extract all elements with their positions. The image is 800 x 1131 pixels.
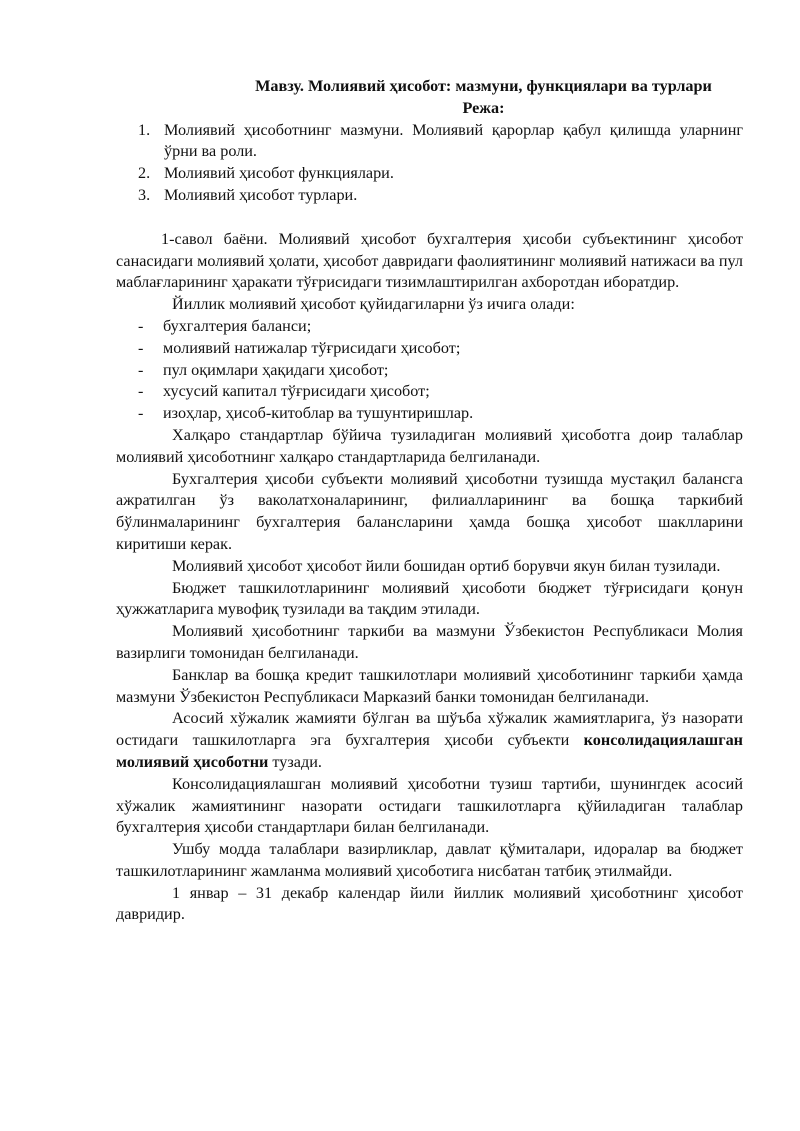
plan-item-text: Молиявий ҳисобот турлари. — [164, 185, 358, 204]
paragraph-annual-report-intro: Йиллик молиявий ҳисобот қуйидагиларни ўз ичига олади: — [172, 295, 575, 314]
paragraph: Халқаро стандартлар бўйича тузиладиган молиявий ҳисоботга доир талаблар молиявий ҳисоботнинг халқаро стандартларида белгиланади. — [116, 425, 743, 466]
annual-report-components-list — [116, 316, 743, 425]
paragraph: Молиявий ҳисобот ҳисобот йили бошидан ортиб борувчи якун билан тузилади. — [172, 556, 721, 575]
plan-heading: Режа: — [462, 98, 505, 117]
list-item — [116, 360, 743, 382]
list-item-text: бухгалтерия баланси; — [163, 316, 312, 335]
list-item-text: молиявий натижалар тўғрисидаги ҳисобот; — [163, 338, 461, 357]
list-item-text: изоҳлар, ҳисоб-китоблар ва тушунтиришлар. — [163, 404, 474, 423]
paragraph: Банклар ва бошқа кредит ташкилотлари молиявий ҳисоботининг таркиби ҳамда мазмуни Ўзбекистон Республикаси Марказий банки томонидан белгиланади. — [116, 665, 743, 706]
list-item — [116, 381, 743, 403]
plan-item — [116, 163, 743, 185]
plan-item-number: 1. — [138, 120, 151, 139]
list-item — [116, 403, 743, 425]
plan-item-number: 3. — [138, 185, 151, 204]
plan-item-text: Молиявий ҳисобот функциялари. — [164, 164, 394, 183]
list-item-text: хусусий капитал тўғрисидаги ҳисобот; — [163, 382, 430, 401]
list-item-text: пул оқимлари ҳақидаги ҳисобот; — [163, 360, 389, 379]
paragraph: Консолидациялашган молиявий ҳисоботни тузиш тартиби, шунингдек асосий хўжалик жамиятининг назорати остидаги ташкилотларга қўйиладиган талаблар бухгалтерия ҳисоби стандартлари билан белгиланади. — [116, 774, 743, 837]
dash-bullet: - — [138, 316, 144, 335]
paragraph-text: тузади. — [268, 752, 322, 771]
plan-item — [116, 185, 743, 207]
paragraph-question-1: 1-савол баёни. Молиявий ҳисобот бухгалтерия ҳисоби субъектининг ҳисобот санасидаги молиявий ҳолати, ҳисобот давридаги фаолиятининг молиявий натижаси ва пул маблағларининг ҳаракати тўғрисидаги тизимлаштирилган ахборотдан иборатдир. — [116, 229, 743, 292]
document-title: Мавзу. Молиявий ҳисобот: мазмуни, функциялари ва турлари — [255, 77, 712, 95]
document-page — [116, 76, 743, 926]
list-item — [116, 316, 743, 338]
plan-item-text: Молиявий ҳисоботнинг мазмуни. Молиявий қарорлар қабул қилишда уларнинг ўрни ва роли. — [164, 120, 743, 161]
plan-list — [116, 120, 743, 207]
paragraph: Ушбу модда талаблари вазирликлар, давлат қўмиталари, идоралар ва бюджет ташкилотларининг жамланма молиявий ҳисоботига нисбатан татбиқ этилмайди. — [116, 840, 743, 880]
plan-item-number: 2. — [138, 164, 151, 183]
dash-bullet: - — [138, 360, 144, 379]
spacer — [116, 207, 743, 229]
dash-bullet: - — [138, 404, 144, 423]
paragraph: 1 январ – 31 декабр календар йили йиллик молиявий ҳисоботнинг ҳисобот давридир. — [116, 883, 743, 924]
paragraph-consolidation — [116, 708, 743, 773]
bold-term: консолидациялашган молиявий ҳисоботни — [116, 731, 743, 771]
paragraph: Бухгалтерия ҳисоби субъекти молиявий ҳисоботни тузишда мустақил балансга ажратилган ўз ваколатхоналарининг, филиалларининг ва бошқа таркибий бўлинмаларининг бухгалтерия балансларини ҳамда бошқа ҳисобот шаклларини киритиши керак. — [116, 469, 743, 553]
list-item — [116, 338, 743, 360]
paragraph: Бюджет ташкилотларининг молиявий ҳисоботи бюджет тўғрисидаги қонун ҳужжатларига мувофиқ тузилади ва тақдим этилади. — [116, 578, 743, 619]
dash-bullet: - — [138, 338, 144, 357]
plan-item — [116, 120, 743, 164]
paragraph-text: Асосий хўжалик жамияти бўлган ва шўъба хўжалик жамиятларига, ўз назорати остидаги ташкилотларга эга бухгалтерия ҳисоби субъекти — [116, 709, 743, 750]
dash-bullet: - — [138, 382, 144, 401]
paragraph: Молиявий ҳисоботнинг таркиби ва мазмуни Ўзбекистон Республикаси Молия вазирлиги томонидан белгиланади. — [116, 622, 743, 662]
